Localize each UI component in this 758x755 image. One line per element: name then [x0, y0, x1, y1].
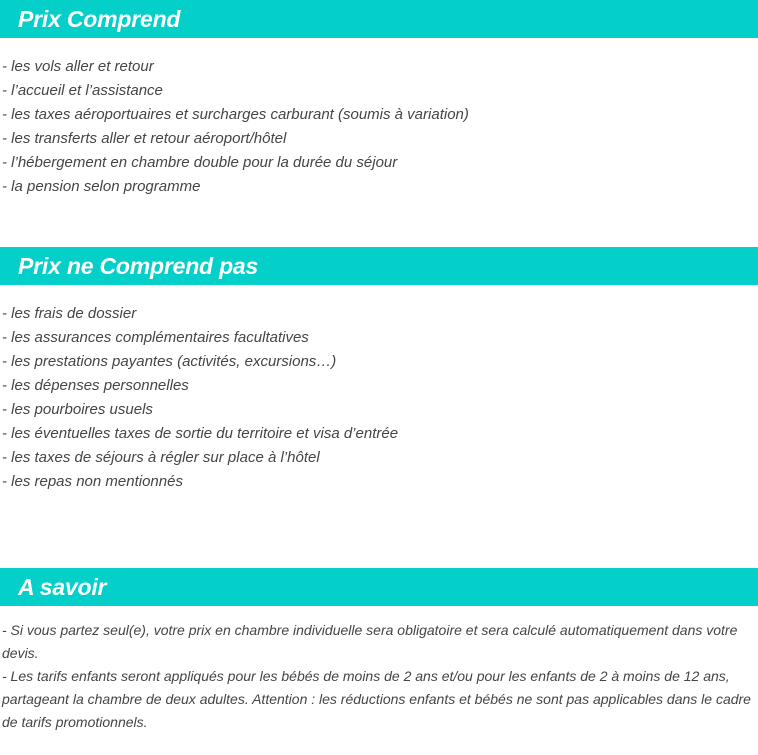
list-item: - les pourboires usuels — [2, 401, 153, 418]
note-paragraph: - Si vous partez seul(e), votre prix en chambre individuelle sera obligatoire et sera calculé automatiquement dans votre devis. — [2, 622, 738, 661]
list-item: - les taxes de séjours à régler sur place à l’hôtel — [2, 449, 320, 466]
section-title: Prix Comprend — [18, 5, 181, 32]
list-item: - les vols aller et retour — [2, 58, 154, 75]
spacer — [0, 606, 758, 619]
list-item: - l’hébergement en chambre double pour la durée du séjour — [2, 154, 398, 171]
spacer — [0, 494, 758, 568]
list-item: - les taxes aéroportuaires et surcharges carburant (soumis à variation) — [2, 106, 469, 123]
list-item: - la pension selon programme — [2, 178, 201, 195]
list-item: - les transferts aller et retour aéroport/hôtel — [2, 130, 287, 147]
note-paragraph: - Les tarifs enfants seront appliqués pour les bébés de moins de 2 ans et/ou pour les enfants de 2 à moins de 12 ans, partageant la chambre de deux adultes. Attention : les réductions enfants et bébés ne sont pas applicables dans le cadre de tarifs promotionnels. — [2, 668, 751, 730]
list-item: - l’accueil et l’assistance — [2, 82, 163, 99]
section-header-a-savoir — [0, 568, 758, 606]
list-item: - les prestations payantes (activités, excursions…) — [2, 353, 337, 370]
section-title: Prix ne Comprend pas — [18, 252, 259, 279]
section-body-prix-ne-comprend-pas — [0, 302, 758, 494]
section-title: A savoir — [18, 573, 107, 600]
inclusion-list — [2, 55, 758, 199]
section-body-a-savoir — [0, 619, 758, 734]
list-item: - les dépenses personnelles — [2, 377, 189, 394]
list-item: - les frais de dossier — [2, 305, 137, 322]
section-body-prix-comprend — [0, 55, 758, 199]
spacer — [0, 199, 758, 247]
spacer — [0, 38, 758, 55]
spacer — [0, 285, 758, 302]
exclusion-list — [2, 302, 758, 494]
section-header-prix-comprend — [0, 0, 758, 38]
section-header-prix-ne-comprend-pas — [0, 247, 758, 285]
list-item: - les éventuelles taxes de sortie du territoire et visa d’entrée — [2, 425, 399, 442]
list-item: - les assurances complémentaires facultatives — [2, 329, 309, 346]
list-item: - les repas non mentionnés — [2, 473, 183, 490]
